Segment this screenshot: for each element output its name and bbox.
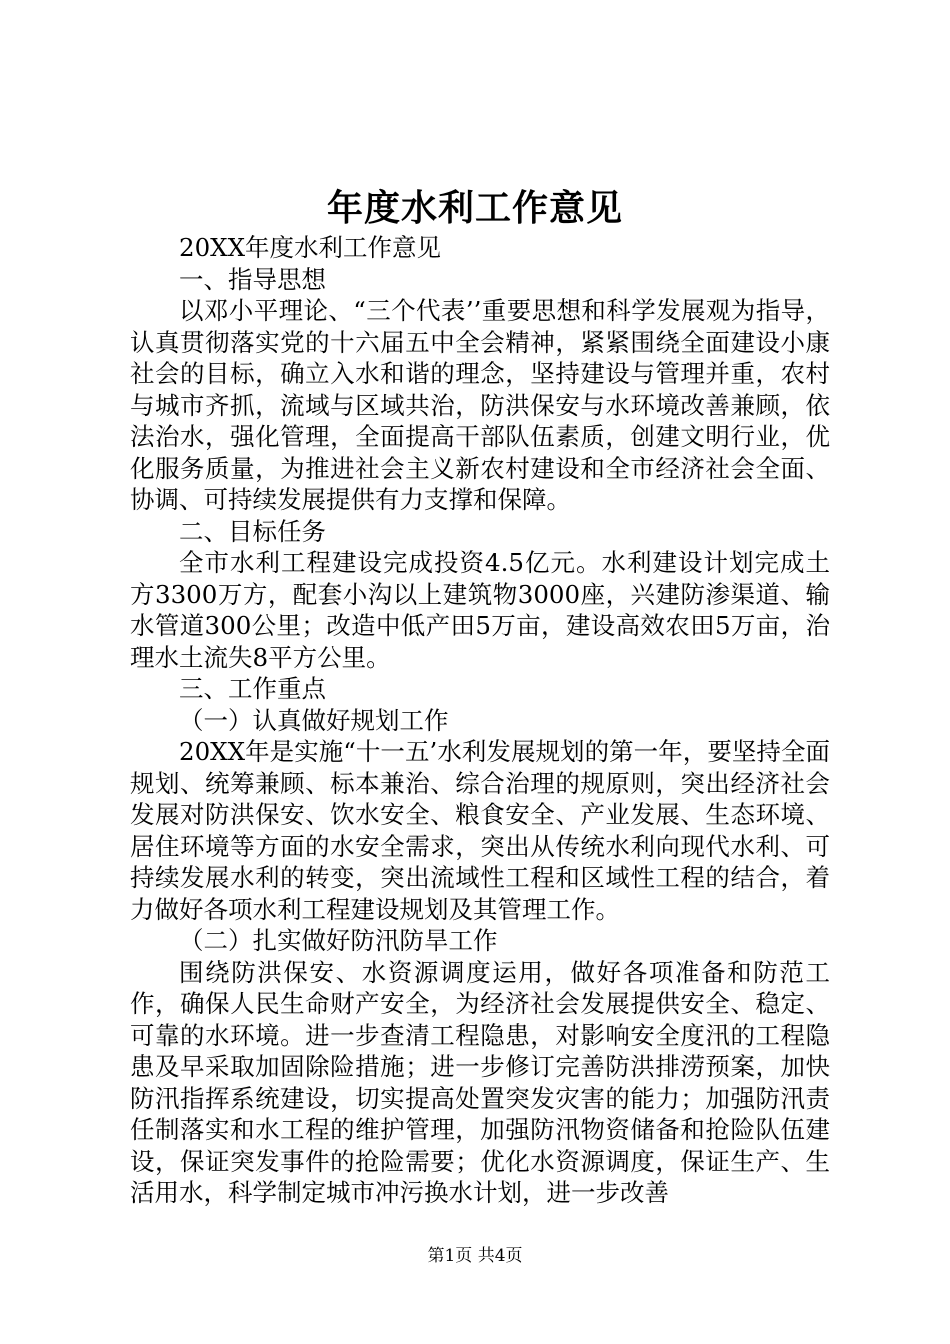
- paragraph-guiding-ideology: 以邓小平理论、“三个代表’’重要思想和科学发展观为指导，认真贯彻落实党的十六届五中全会精神，紧紧围绕全面建设小康社会的目标，确立入水和谐的理念，坚持建设与管理并重，农村与城市齐抓，流域与区域共治，防洪保安与水环境改善兼顾，依法治水，强化管理，全面提高干部队伍素质，创建文明行业，优化服务质量，为推进社会主义新农村建设和全市经济社会全面、协调、可持续发展提供有力支撑和保障。: [130, 296, 830, 514]
- paragraph-flood-control: 围绕防洪保安、水资源调度运用，做好各项准备和防范工作，确保人民生命财产安全，为经济社会发展提供安全、稳定、可靠的水环境。进一步查清工程隐患，对影响安全度汛的工程隐患及早采取加固除险措施；进一步修订完善防洪排涝预案，加快防汛指挥系统建设，切实提高处置突发灾害的能力；加强防汛责任制落实和水工程的维护管理，加强防汛物资储备和抢险队伍建设，保证突发事件的抢险需要；优化水资源调度，保证生产、生活用水，科学制定城市冲污换水计划，进一步改善: [130, 957, 830, 1207]
- paragraph-subtitle: 20XX年度水利工作意见: [179, 233, 442, 262]
- page-footer: 第1页 共4页: [427, 1246, 523, 1266]
- section-heading-3: 三、工作重点: [179, 674, 326, 703]
- paragraph-planning: 20XX年是实施“十一五’水利发展规划的第一年，要坚持全面规划、统筹兼顾、标本兼治、综合治理的规原则，突出经济社会发展对防洪保安、饮水安全、粮食安全、产业发展、生态环境、居住环境等方面的水安全需求，突出从传统水利向现代水利、可持续发展水利的转变，突出流域性工程和区域性工程的结合，着力做好各项水利工程建设规划及其管理工作。: [130, 737, 830, 924]
- document-body: [130, 232, 830, 1209]
- document-title: 年度水利工作意见: [326, 187, 623, 229]
- subsection-heading-2: （二）扎实做好防汛防旱工作: [179, 926, 498, 955]
- paragraph-targets: 全市水利工程建设完成投资4.5亿元。水利建设计划完成土方3300万方，配套小沟以上建筑物3000座，兴建防渗渠道、输水管道300公里；改造中低产田5万亩，建设高效农田5万亩，治理水土流失8平方公里。: [130, 548, 830, 672]
- section-heading-1: 一、指导思想: [179, 264, 326, 294]
- subsection-heading-1: （一）认真做好规划工作: [179, 705, 449, 735]
- section-heading-2: 二、目标任务: [179, 516, 326, 546]
